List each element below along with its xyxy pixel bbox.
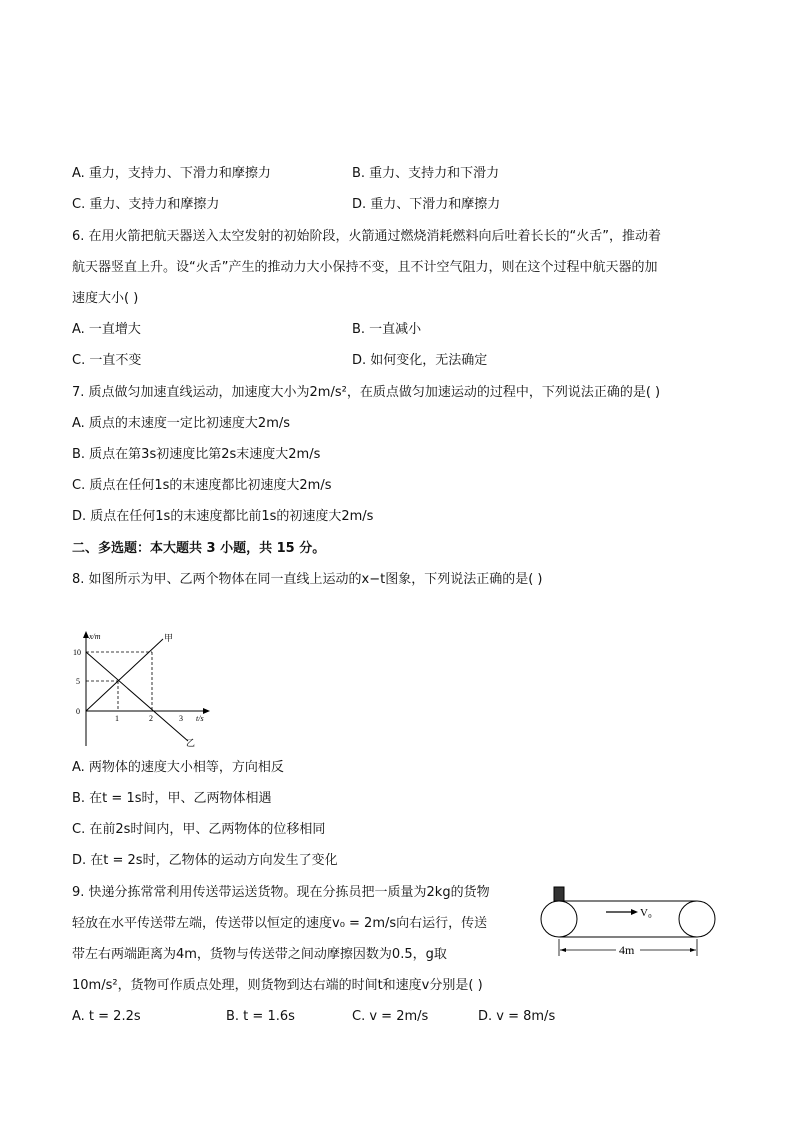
q9-stem-line3: 带左右两端距离为4m，货物与传送带之间动摩擦因数为0.5，g取	[72, 947, 447, 962]
q6-option-d: D. 如何变化，无法确定	[352, 353, 488, 368]
q9-stem-line2: 轻放在水平传送带左端，传送带以恒定的速度v₀ = 2m/s向右运行，传送	[72, 916, 488, 931]
xtick-2: 2	[149, 714, 153, 723]
velocity-label: V₀	[640, 907, 652, 919]
q7-option-c: C. 质点在任何1s的末速度都比初速度大2m/s	[72, 478, 332, 493]
line-jia	[86, 639, 163, 711]
graph-xlabel: t/s	[196, 714, 204, 723]
right-roller	[679, 901, 715, 937]
q6-stem-line1: 6. 在用火箭把航天器送入太空发射的初始阶段，火箭通过燃烧消耗燃料向后吐着长长的“火舌”，推动着	[72, 229, 662, 244]
q8-option-a: A. 两物体的速度大小相等，方向相反	[72, 760, 284, 775]
q6-option-b: B. 一直减小	[352, 322, 422, 337]
q7-option-b: B. 质点在第3s初速度比第2s末速度大2m/s	[72, 447, 321, 462]
q9-option-b: B. t = 1.6s	[226, 1009, 295, 1024]
velocity-arrow-head	[631, 909, 638, 915]
q8-xt-graph	[72, 628, 212, 748]
q9-option-a: A. t = 2.2s	[72, 1009, 141, 1024]
q5-option-c: C. 重力、支持力和摩擦力	[72, 197, 220, 212]
q7-option-a: A. 质点的末速度一定比初速度大2m/s	[72, 416, 291, 431]
q7-option-d: D. 质点在任何1s的末速度都比前1s的初速度大2m/s	[72, 509, 374, 524]
q5-option-b: B. 重力、支持力和下滑力	[352, 166, 500, 181]
xtick-3: 3	[179, 714, 183, 723]
q5-option-d: D. 重力、下滑力和摩擦力	[352, 197, 501, 212]
xtick-1: 1	[115, 714, 119, 723]
graph-x-arrow	[203, 708, 210, 714]
q8-option-c: C. 在前2s时间内，甲、乙两物体的位移相同	[72, 822, 326, 837]
left-roller	[541, 901, 577, 937]
q7-stem: 7. 质点做匀加速直线运动，加速度大小为2m/s²，在质点做匀加速运动的过程中，下列说法正确的是( )	[72, 385, 661, 400]
q6-option-c: C. 一直不变	[72, 353, 142, 368]
q8-option-b: B. 在t = 1s时，甲、乙两物体相遇	[72, 791, 272, 806]
q9-stem-line1: 9. 快递分拣常常利用传送带运送货物。现在分拣员把一质量为2kg的货物	[72, 885, 490, 900]
ytick-10: 10	[73, 648, 81, 657]
length-label: 4m	[619, 943, 635, 957]
q8-stem: 8. 如图所示为甲、乙两个物体在同一直线上运动的x−t图象，下列说法正确的是( )	[72, 572, 543, 587]
graph-ylabel: x/m	[89, 632, 101, 641]
cargo-block	[554, 887, 564, 901]
q9-option-d: D. v = 8m/s	[478, 1009, 556, 1024]
q9-option-c: C. v = 2m/s	[352, 1009, 429, 1024]
q9-conveyor-belt-figure	[538, 884, 722, 964]
q6-option-a: A. 一直增大	[72, 322, 141, 337]
label-yi: 乙	[186, 738, 196, 748]
label-jia: 甲	[164, 633, 174, 643]
ytick-0: 0	[76, 707, 80, 716]
q8-option-d: D. 在t = 2s时，乙物体的运动方向发生了变化	[72, 853, 338, 868]
dim-arrow-left	[560, 948, 566, 952]
q9-stem-line4: 10m/s²，货物可作质点处理，则货物到达右端的时间t和速度v分别是( )	[72, 978, 483, 993]
q6-stem-line3: 速度大小( )	[72, 291, 139, 306]
ytick-5: 5	[76, 677, 80, 686]
section-header-multiple-choice: 二、多选题：本大题共 3 小题，共 15 分。	[72, 541, 326, 556]
q6-stem-line2: 航天器竖直上升。设“火舌”产生的推动力大小保持不变，且不计空气阻力，则在这个过程中航天器的加	[72, 260, 658, 275]
dim-arrow-right	[690, 948, 696, 952]
q5-option-a: A. 重力，支持力、下滑力和摩擦力	[72, 166, 271, 181]
